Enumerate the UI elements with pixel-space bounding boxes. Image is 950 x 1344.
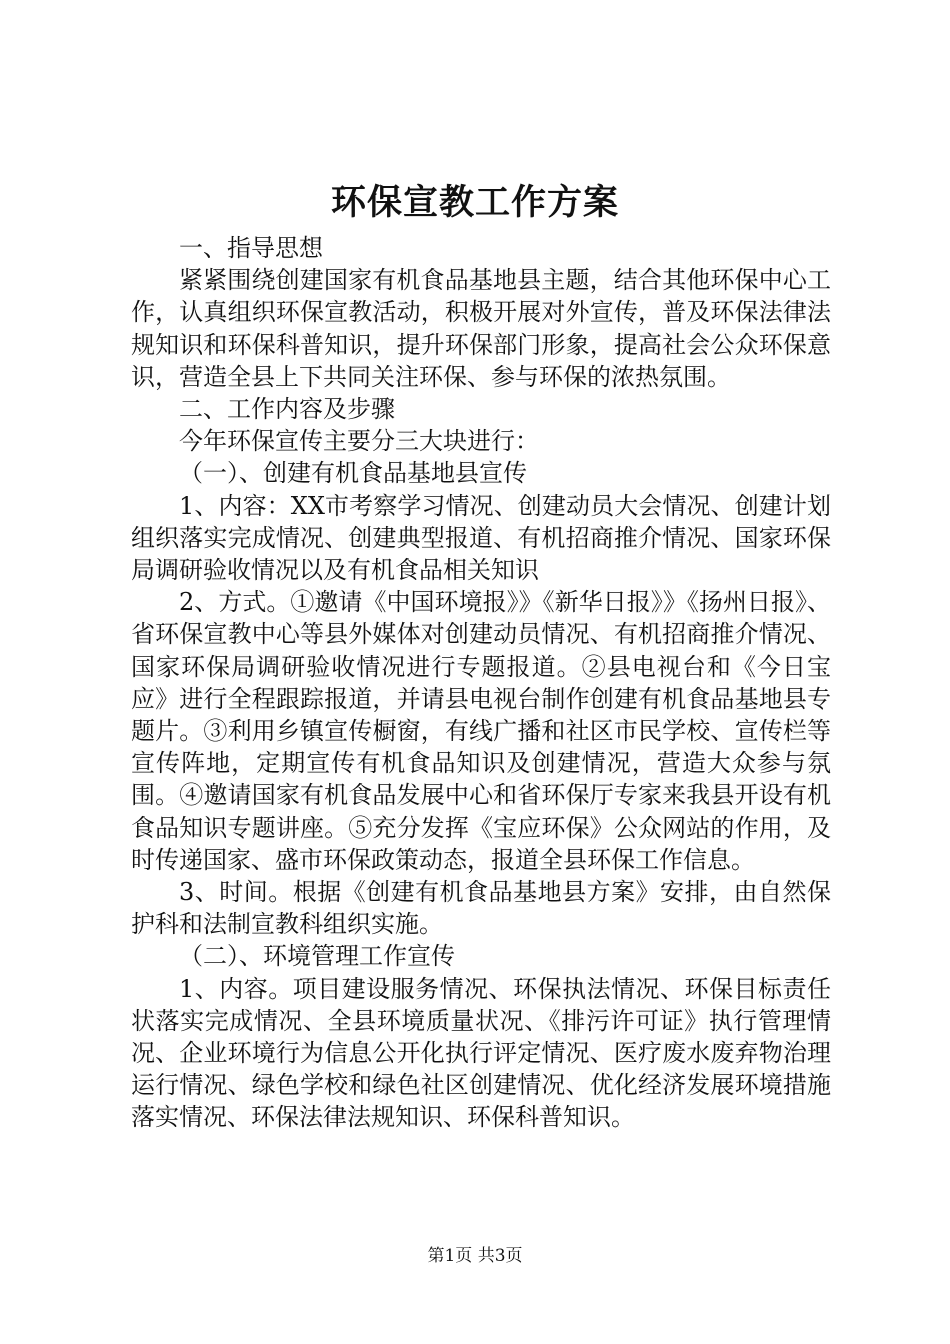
section-heading-guiding-thought: 一、指导思想 [179,234,323,262]
section-heading-work-content: 二、工作内容及步骤 [179,395,395,424]
subsection-heading-environment-management: （二）、环境管理工作宣传 [179,942,455,971]
document-body [131,232,831,1134]
paragraph-organic-time: 3、时间。根据《创建有机食品基地县方案》安排，由自然保护科和法制宣教科组织实施。 [131,878,831,939]
paragraph-guiding-thought: 紧紧围绕创建国家有机食品基地县主题，结合其他环保中心工作，认真组织环保宣教活动，积极开展对外宣传，普及环保法律法规知识和环保科普知识，提升环保部门形象，提高社会公众环保意识，营造全县上下共同关注环保、参与环保的浓热氛围。 [131,266,831,391]
paragraph-organic-method: 2、方式。①邀请《中国环境报》》《新华日报》》《扬州日报》、省环保宣教中心等县外媒体对创建动员情况、有机招商推介情况、国家环保局调研验收情况进行专题报道。②县电视台和《今日宝应》进行全程跟踪报道，并请县电视台制作创建有机食品基地县专题片。③利用乡镇宣传橱窗，有线广播和社区市民学校、宣传栏等宣传阵地，定期宣传有机食品知识及创建情况，营造大众参与氛围。④邀请国家有机食品发展中心和省环保厅专家来我县开设有机食品知识专题讲座。⑤充分发挥《宝应环保》公众网站的作用，及时传递国家、盛市环保政策动态，报道全县环保工作信息。 [131,588,831,874]
paragraph-organic-content: 1、内容：XX市考察学习情况、创建动员大会情况、创建计划组织落实完成情况、创建典型报道、有机招商推介情况、国家环保局调研验收情况以及有机食品相关知识 [131,491,831,585]
document-title: 环保宣教工作方案 [330,182,619,223]
subsection-heading-organic-food: （一）、创建有机食品基地县宣传 [179,459,527,488]
page-footer: 第1页 共3页 [427,1246,523,1266]
paragraph-management-content: 1、内容。项目建设服务情况、环保执法情况、环保目标责任状落实完成情况、全县环境质量状况、《排污许可证》执行管理情况、企业环境行为信息公开化执行评定情况、医疗废水废弃物治理运行情况、绿色学校和绿色社区创建情况、优化经济发展环境措施落实情况、环保法律法规知识、环保科普知识。 [131,974,831,1132]
paragraph-intro: 今年环保宣传主要分三大块进行： [179,427,539,456]
